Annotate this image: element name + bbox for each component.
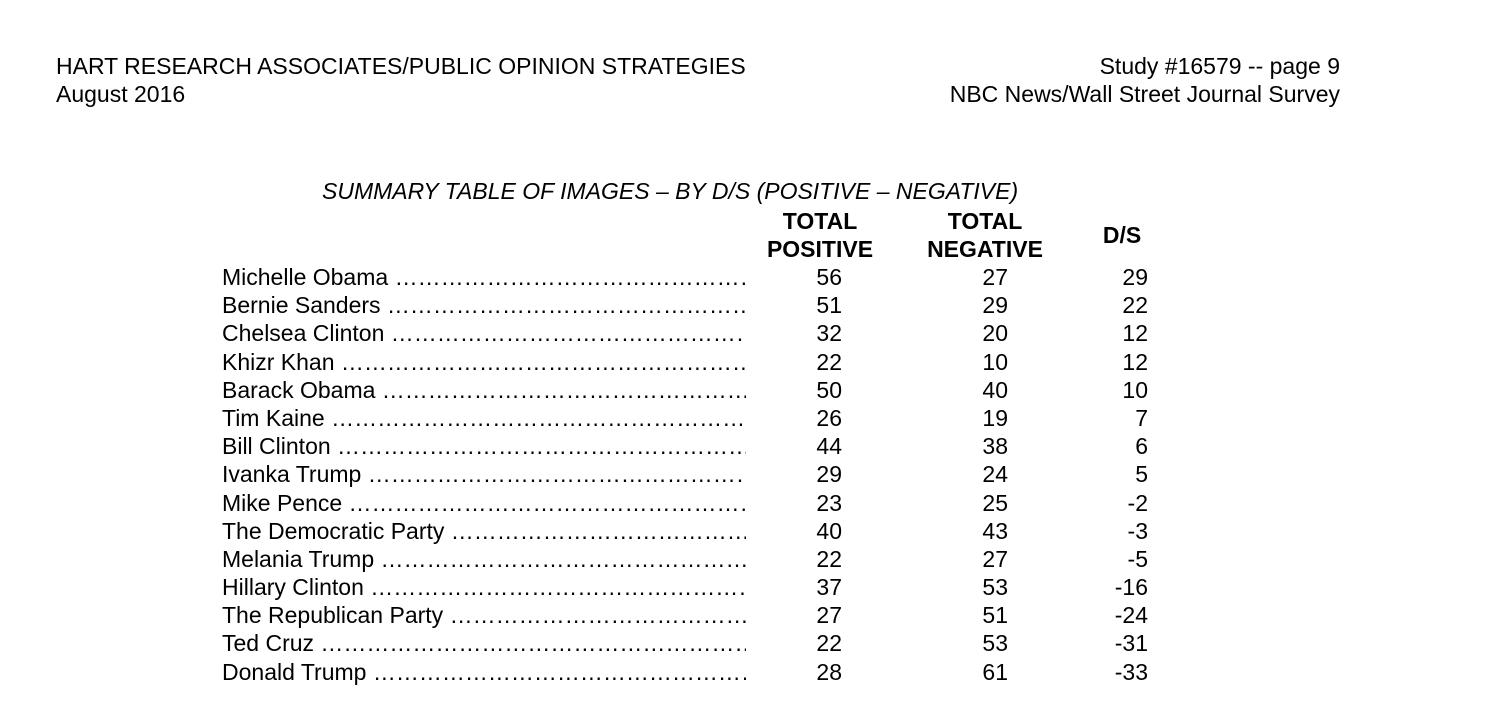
total-positive-value: 44 [816,433,842,460]
column-header-line: TOTAL [782,208,858,234]
table-row [222,349,1162,377]
ds-value: 10 [1122,376,1148,403]
table-row [222,546,1162,574]
total-positive-value: 22 [816,545,842,572]
table-row [222,518,1162,546]
study-page-number: Study #16579 -- page 9 [1099,53,1340,79]
row-name: Hillary Clinton …………………………………………………………………………………………………………………… [222,574,746,601]
total-negative-value: 29 [982,292,1008,319]
total-positive-value: 37 [816,574,842,601]
total-negative-value: 61 [982,658,1008,685]
table-row [222,377,1162,405]
total-positive-value: 29 [816,461,842,488]
table-row [222,264,1162,292]
table-row [222,433,1162,461]
ds-value: 6 [1135,433,1148,460]
total-positive-value: 28 [816,658,842,685]
total-positive-value: 50 [816,376,842,403]
total-negative-value: 43 [982,517,1008,544]
row-name: The Republican Party …………………………………………………………………………………………………………………… [222,602,746,629]
total-positive-value: 40 [816,517,842,544]
total-negative-value: 53 [982,574,1008,601]
ds-value: 22 [1122,292,1148,319]
table-row [222,320,1162,348]
ds-value: -16 [1114,574,1148,601]
ds-value: 7 [1135,404,1148,431]
row-name: Melania Trump …………………………………………………………………………………………………………………… [222,546,746,573]
table-row [222,461,1162,489]
summary-table-body [222,264,1162,687]
table-title: SUMMARY TABLE OF IMAGES – BY D/S (POSITIVE – NEGATIVE) [322,178,1019,204]
row-name: Tim Kaine …………………………………………………………………………………………………………………… [222,405,746,432]
ds-value: -31 [1114,630,1148,657]
ds-value: -5 [1127,545,1148,572]
column-header-line: NEGATIVE [927,236,1043,262]
total-positive-value: 23 [816,489,842,516]
total-negative-value: 19 [982,404,1008,431]
total-positive-value: 56 [816,264,842,290]
row-name: Barack Obama …………………………………………………………………………………………………………………… [222,377,746,404]
ds-value: -2 [1127,489,1148,516]
total-negative-value: 20 [982,320,1008,347]
total-positive-value: 22 [816,630,842,657]
ds-value: -33 [1114,658,1148,685]
table-row [222,630,1162,658]
total-negative-value: 10 [982,348,1008,375]
row-name: Ivanka Trump …………………………………………………………………………………………………………………… [222,461,746,488]
column-header-ds: D/S [1102,222,1142,248]
row-name: Bill Clinton …………………………………………………………………………………………………………………… [222,433,746,460]
table-row [222,490,1162,518]
table-row [222,405,1162,433]
total-negative-value: 25 [982,489,1008,516]
row-name: Mike Pence …………………………………………………………………………………………………………………… [222,490,746,517]
total-negative-value: 51 [982,602,1008,629]
ds-value: -24 [1114,602,1148,629]
total-negative-value: 53 [982,630,1008,657]
row-name: The Democratic Party …………………………………………………………………………………………………………………… [222,518,746,545]
total-positive-value: 26 [816,404,842,431]
ds-value: 12 [1122,348,1148,375]
total-negative-value: 27 [982,545,1008,572]
ds-value: -3 [1127,517,1148,544]
row-name: Chelsea Clinton …………………………………………………………………………………………………………………… [222,320,746,347]
table-row [222,659,1162,687]
row-name: Bernie Sanders …………………………………………………………………………………………………………………… [222,292,746,319]
total-positive-value: 51 [816,292,842,319]
table-row [222,574,1162,602]
row-name: Donald Trump …………………………………………………………………………………………………………………… [222,659,746,686]
table-row [222,292,1162,320]
ds-value: 12 [1122,320,1148,347]
ds-value: 5 [1135,461,1148,488]
ds-value: 29 [1122,264,1148,290]
organization-name: HART RESEARCH ASSOCIATES/PUBLIC OPINION STRATEGIES [56,53,746,79]
column-header-total-negative [910,207,1060,263]
total-negative-value: 40 [982,376,1008,403]
total-positive-value: 22 [816,348,842,375]
survey-date: August 2016 [56,81,186,107]
row-name: Khizr Khan …………………………………………………………………………………………………………………… [222,349,746,376]
column-header-line: POSITIVE [766,236,874,262]
total-negative-value: 24 [982,461,1008,488]
row-name: Michelle Obama …………………………………………………………………………………………………………………… [222,264,746,291]
total-negative-value: 38 [982,433,1008,460]
total-positive-value: 27 [816,602,842,629]
document-header-left [56,52,746,108]
document-header-right [880,52,1340,108]
total-positive-value: 32 [816,320,842,347]
survey-name: NBC News/Wall Street Journal Survey [949,81,1340,107]
table-row [222,602,1162,630]
row-name: Ted Cruz …………………………………………………………………………………………………………………… [222,630,746,657]
total-negative-value: 27 [982,264,1008,290]
column-header-total-positive [752,207,888,263]
column-header-line: TOTAL [947,208,1023,234]
